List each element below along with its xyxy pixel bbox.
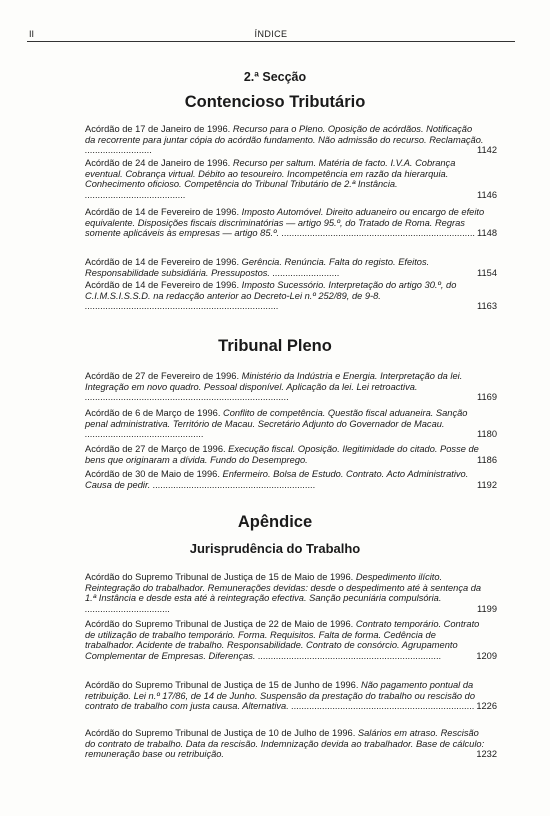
section-title: Contencioso Tributário [184, 93, 366, 111]
toc-entry[interactable]: Acórdão de 27 de Março de 1996. Execução fiscal. Oposição. Ilegitimidade do citado. Posse de bens que originaram a dívida. Fundo do Desemprego. 1186 [85, 444, 497, 465]
running-header [27, 27, 515, 42]
page-ref: 1199 [477, 603, 497, 614]
toc-entry[interactable]: Acórdão do Supremo Tribunal de Justiça de 10 de Julho de 1996. Salários em atraso. Rescisão do contrato de trabalho. Data da rescisão. Indemnização devida ao trabalhador. Base de cálculo: remuneração base ou retribuição. 1232 [85, 728, 497, 760]
page-ref: 1180 [477, 429, 497, 440]
page-ref: 1192 [477, 479, 497, 490]
toc-entry[interactable]: Acórdão de 27 de Fevereiro de 1996. Ministério da Indústria e Energia. Interpretação da lei. Integração em novo quadro. Pessoal disponível. Aplicação da lei. Lei retroactiva. ............................................................................... 1169 [85, 371, 497, 403]
toc-entry[interactable]: Acórdão do Supremo Tribunal de Justiça de 15 de Maio de 1996. Despedimento ilícito. Reintegração do trabalhador. Remunerações devidas: desde o despedimento até à sentença da 1.ª Instância e desde esta até à reintegração efectiva. Sanção pecuniária compulsória. ................................. 1199 [85, 572, 497, 614]
page-ref: 1146 [477, 189, 497, 200]
toc-entry[interactable]: Acórdão de 14 de Fevereiro de 1996. Imposto Automóvel. Direito aduaneiro ou encargo de efeito equivalente. Disposições fiscais discriminatórias — artigo 95.º, do Tratado de Roma. Regras somente aplicáveis às empresas — artigo 85.º. ........................................................................... 1148 [85, 207, 497, 239]
page-ref: 1186 [477, 454, 497, 465]
page-ref: 1232 [476, 749, 497, 760]
toc-entry[interactable]: Acórdão de 14 de Fevereiro de 1996. Gerência. Renúncia. Falta do registo. Efeitos. Responsabilidade subsidiária. Pressupostos. .......................... 1154 [85, 257, 497, 278]
page-ref: 1209 [476, 650, 497, 661]
section-subtitle: Jurisprudência do Trabalho [189, 541, 361, 556]
toc-entry[interactable]: Acórdão de 6 de Março de 1996. Conflito de competência. Questão fiscal aduaneira. Sanção penal administrativa. Território de Macau. Secretário Adjunto do Governador de Macau. .............................................. 1180 [85, 408, 497, 440]
page-ref: 1163 [477, 301, 497, 312]
section-title: Tribunal Pleno [218, 337, 332, 355]
toc-entry[interactable]: Acórdão do Supremo Tribunal de Justiça de 15 de Junho de 1996. Não pagamento pontual da retribuição. Lei n.º 17/86, de 14 de Junho. Suspensão da prestação do trabalho ou rescisão do contrato de trabalho com justa causa. Alternativa. ....................................................................... 1226 [85, 680, 497, 712]
toc-entry[interactable]: Acórdão de 14 de Fevereiro de 1996. Imposto Sucessório. Interpretação do artigo 30.º, do C.I.M.S.I.S.S.D. na redacção anterior ao Decreto-Lei n.º 252/89, de 9-8. ........................................................................... 1163 [85, 280, 497, 312]
page-ref: 1148 [477, 228, 497, 239]
page-ref: 1226 [476, 701, 497, 712]
toc-entry[interactable]: Acórdão do Supremo Tribunal de Justiça de 22 de Maio de 1996. Contrato temporário. Contrato de utilização de trabalho temporário. Forma. Requisitos. Falta de forma. Cedência de trabalhador. Acidente de trabalho. Responsabilidade. Contrato de consórcio. Agrupamento Complementar de Empresas. Diferenças. ....................................................................... 1209 [85, 619, 497, 661]
page-ref: 1154 [477, 267, 497, 278]
toc-entry[interactable]: Acórdão de 30 de Maio de 1996. Enfermeiro. Bolsa de Estudo. Contrato. Acto Administrativo. Causa de pedir. ............................................................... 1192 [85, 469, 497, 490]
toc-entry[interactable]: Acórdão de 17 de Janeiro de 1996. Recurso para o Pleno. Oposição de acórdãos. Notificação da recorrente para juntar cópia do acórdão fundamento. Não admissão do recurso. Reclamação. .......................... 1142 [85, 124, 497, 156]
toc-entry[interactable]: Acórdão de 24 de Janeiro de 1996. Recurso per saltum. Matéria de facto. I.V.A. Cobrança eventual. Cobrança virtual. Débito ao tesoureiro. Incompetência em razão da hierarquia. Conhecimento oficioso. Competência do Tribunal Tributário de 2.ª Instância. ....................................... 1146 [85, 158, 497, 200]
page-ref: 1142 [477, 145, 497, 156]
page-number: II [29, 29, 35, 39]
page-ref: 1169 [477, 392, 497, 403]
section-title: Apêndice [237, 513, 313, 531]
header-title: ÍNDICE [254, 29, 288, 39]
section-label: 2.ª Secção [243, 70, 307, 84]
